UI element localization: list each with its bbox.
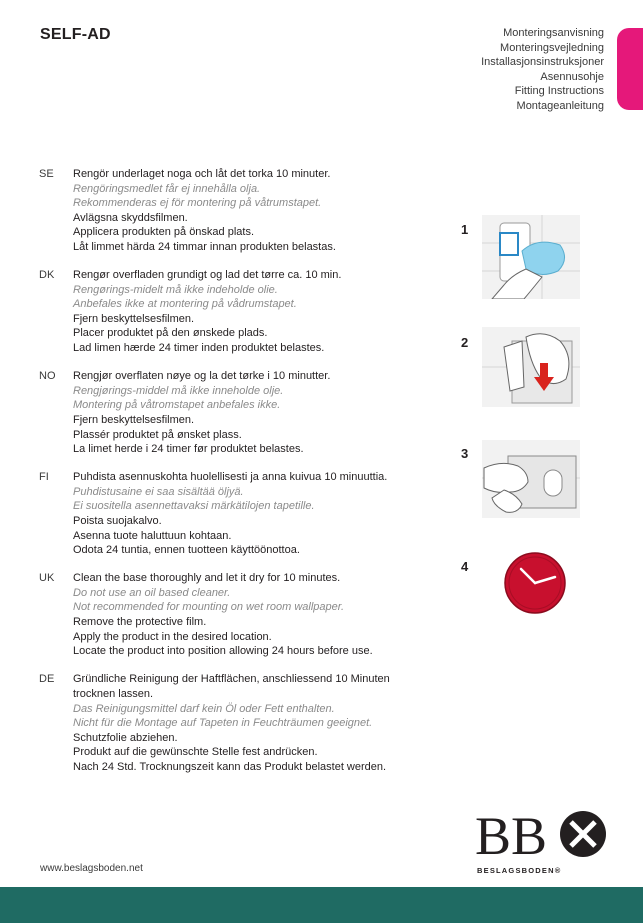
instruction-line: trocknen lassen.: [73, 687, 154, 700]
instruction-line: Rengør overfladen grundigt og lad det tørre ca. 10 min.: [73, 269, 342, 282]
logo-name: BESLAGSBODEN: [477, 866, 555, 875]
instruction-lines: [73, 369, 434, 457]
instruction-line: Asenna tuote haluttuun kohtaan.: [73, 529, 232, 542]
pink-edge-tab: [617, 28, 643, 110]
instruction-line: Avlägsna skyddsfilmen.: [73, 211, 188, 224]
language-code: FI: [39, 471, 49, 484]
instruction-note: Rengjørings-middel må ikke inneholde olje.: [73, 384, 284, 397]
language-label: Montageanleitung: [516, 99, 604, 112]
instruction-line: Låt limmet härda 24 timmar innan produkten belastas.: [73, 240, 336, 253]
instruction-note: Rengöringsmedlet får ej innehålla olja.: [73, 182, 261, 195]
svg-text:BESLAGSBODEN®: [477, 866, 561, 875]
footer-bar: [0, 887, 643, 923]
language-label: Fitting Instructions: [514, 85, 604, 98]
instruction-line: Apply the product in the desired location.: [73, 630, 272, 643]
instruction-line: Rengjør overflaten nøye og la det tørke i 10 minutter.: [73, 370, 331, 383]
instruction-section: [39, 167, 434, 255]
instruction-line: Odota 24 tuntia, ennen tuotteen käyttöönottoa.: [73, 544, 300, 557]
logo-letters: BB: [475, 806, 548, 866]
language-label: Monteringsanvisning: [503, 27, 604, 39]
instruction-section: [39, 268, 434, 356]
instruction-section: [39, 672, 434, 774]
language-label: Asennusohje: [540, 70, 604, 83]
instruction-lines: [73, 571, 434, 659]
instruction-line: Gründliche Reinigung der Haftflächen, anschliessend 10 Minuten: [73, 673, 390, 686]
beslagsboden-logo: [475, 806, 610, 876]
instruction-lines: [73, 672, 434, 774]
instruction-line: Fjern beskyttelsesfilmen.: [73, 312, 195, 325]
language-label: Monteringsvejledning: [500, 41, 604, 54]
language-code: NO: [39, 370, 56, 383]
peel-film-illustration: [482, 327, 580, 407]
instruction-line: Poista suojakalvo.: [73, 514, 162, 527]
instruction-line: Applicera produkten på önskad plats.: [73, 226, 255, 239]
instruction-lines: [73, 167, 434, 255]
language-list: [481, 26, 604, 114]
instruction-section: [39, 369, 434, 457]
instructions-list: [39, 167, 434, 788]
instruction-line: Rengör underlaget noga och låt det torka 10 minuter.: [73, 168, 331, 180]
website-link[interactable]: www.beslagsboden.net: [40, 863, 143, 874]
step-number: 1: [461, 222, 469, 237]
clock-icon: [503, 551, 567, 615]
instruction-note: Do not use an oil based cleaner.: [73, 586, 231, 599]
language-code: DE: [39, 673, 55, 686]
instruction-line: Schutzfolie abziehen.: [73, 731, 178, 744]
instruction-line: Plassér produktet på ønsket plass.: [73, 428, 242, 441]
step-number: 2: [461, 335, 469, 350]
page-title: SELF-AD: [40, 26, 111, 43]
instruction-section: [39, 571, 434, 659]
instruction-lines: [73, 470, 434, 558]
instruction-line: Produkt auf die gewünschte Stelle fest andrücken.: [73, 746, 318, 759]
instruction-line: Locate the product into position allowing 24 hours before use.: [73, 645, 373, 658]
step-number: 3: [461, 446, 469, 461]
registered-mark: ®: [554, 866, 562, 875]
instruction-note: Ei suositella asennettavaksi märkätilojen tapetille.: [73, 500, 315, 513]
clean-surface-illustration: [482, 215, 580, 299]
instruction-note: Rengørings-midelt må ikke indeholde olie.: [73, 283, 278, 296]
language-code: DK: [39, 269, 55, 282]
instruction-line: Lad limen hærde 24 timer inden produktet belastes.: [73, 342, 325, 355]
instruction-note: Rekommenderas ej för montering på våtrumstapet.: [73, 197, 322, 210]
instruction-note: Puhdistusaine ei saa sisältää öljyä.: [73, 485, 244, 498]
instruction-line: Placer produktet på den ønskede plads.: [73, 327, 268, 340]
language-code: SE: [39, 168, 54, 180]
instruction-note: Anbefales ikke at montering på vådrumstapet.: [73, 298, 297, 311]
press-product-illustration: [482, 440, 580, 518]
instruction-lines: [73, 268, 434, 356]
instruction-note: Nicht für die Montage auf Tapeten in Feuchträumen geeignet.: [73, 717, 373, 730]
language-code: UK: [39, 572, 55, 585]
instruction-section: [39, 470, 434, 558]
instruction-line: Remove the protective film.: [73, 616, 207, 629]
instruction-line: Nach 24 Std. Trocknungszeit kann das Produkt belastet werden.: [73, 760, 387, 773]
instruction-note: Montering på våtromstapet anbefales ikke.: [73, 399, 281, 412]
instruction-note: Das Reinigungsmittel darf kein Öl oder Fett enthalten.: [73, 702, 335, 715]
instruction-line: Fjern beskyttelsesfilmen.: [73, 413, 195, 426]
instruction-line: Puhdista asennuskohta huolellisesti ja anna kuivua 10 minuuttia.: [73, 471, 388, 484]
step-number: 4: [461, 559, 469, 574]
instruction-line: Clean the base thoroughly and let it dry for 10 minutes.: [73, 572, 341, 585]
instruction-note: Not recommended for mounting on wet room wallpaper.: [73, 601, 345, 614]
language-label: Installasjonsinstruksjoner: [481, 56, 604, 69]
instruction-line: La limet herde i 24 timer før produktet belastes.: [73, 443, 304, 456]
